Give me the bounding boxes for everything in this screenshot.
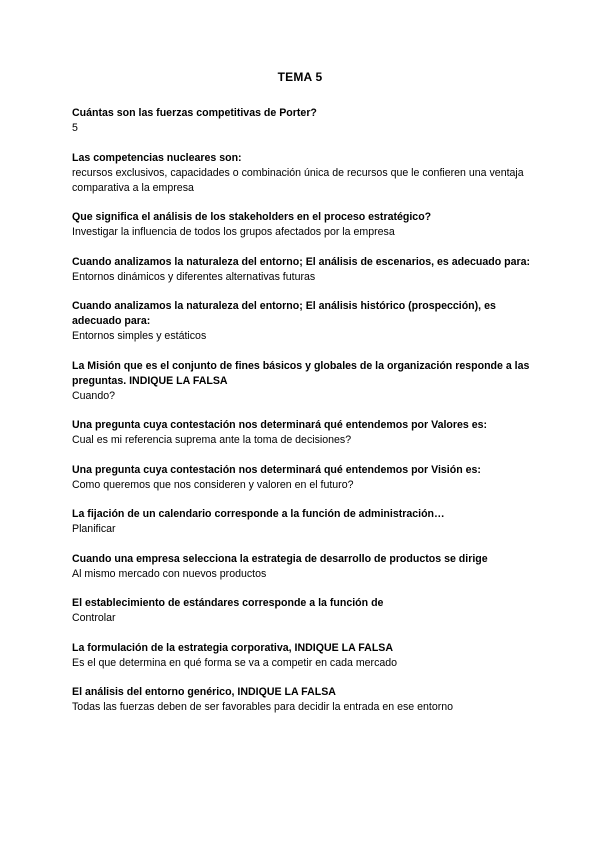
question-text: El establecimiento de estándares corresponde a la función de xyxy=(72,597,384,609)
qa-item xyxy=(72,685,532,715)
answer-text: recursos exclusivos, capacidades o combinación única de recursos que le confieren una ventaja comparativa a la empresa xyxy=(72,166,524,194)
answer-text: Es el que determina en qué forma se va a competir en cada mercado xyxy=(72,656,398,669)
question-text: Cuando analizamos la naturaleza del entorno; El análisis histórico (prospección), es adecuado para: xyxy=(72,300,496,327)
qa-item xyxy=(72,255,532,285)
question-text: Cuántas son las fuerzas competitivas de Porter? xyxy=(72,107,317,119)
qa-item xyxy=(72,210,532,240)
answer-text: Investigar la influencia de todos los grupos afectados por la empresa xyxy=(72,226,395,238)
question-text: El análisis del entorno genérico, INDIQUE LA FALSA xyxy=(72,686,336,698)
question-text: Las competencias nucleares son: xyxy=(72,151,242,164)
answer-text: Controlar xyxy=(72,612,116,624)
qa-item xyxy=(72,507,532,537)
answer-text: Todas las fuerzas deben de ser favorables para decidir la entrada en ese entorno xyxy=(72,701,454,713)
question-text: Una pregunta cuya contestación nos determinará qué entendemos por Valores es: xyxy=(72,419,488,431)
answer-text: Al mismo mercado con nuevos productos xyxy=(72,567,267,580)
question-text: Que significa el análisis de los stakeholders en el proceso estratégico? xyxy=(72,211,432,223)
qa-item xyxy=(72,151,532,196)
answer-text: Cual es mi referencia suprema ante la toma de decisiones? xyxy=(72,434,352,446)
question-answer-list xyxy=(72,106,532,730)
answer-text: Como queremos que nos consideren y valoren en el futuro? xyxy=(72,478,354,491)
question-text: La Misión que es el conjunto de fines básicos y globales de la organización responde a las preguntas. INDIQUE LA FALSA xyxy=(72,359,530,387)
qa-item xyxy=(72,106,532,136)
question-text: La formulación de la estrategia corporativa, INDIQUE LA FALSA xyxy=(72,641,394,654)
answer-text: Entornos dinámicos y diferentes alternativas futuras xyxy=(72,270,316,283)
qa-item xyxy=(72,641,532,671)
question-text: Cuando una empresa selecciona la estrategia de desarrollo de productos se dirige xyxy=(72,552,488,565)
qa-item xyxy=(72,299,532,344)
qa-item xyxy=(72,359,532,404)
qa-item xyxy=(72,418,532,448)
qa-item xyxy=(72,596,532,626)
question-text: La fijación de un calendario corresponde a la función de administración… xyxy=(72,508,445,520)
qa-item xyxy=(72,463,532,493)
question-text: Una pregunta cuya contestación nos determinará qué entendemos por Visión es: xyxy=(72,463,481,476)
page-title: TEMA 5 xyxy=(277,70,323,84)
answer-text: 5 xyxy=(72,122,78,134)
answer-text: Entornos simples y estáticos xyxy=(72,330,207,342)
answer-text: Cuando? xyxy=(72,389,116,402)
question-text: Cuando analizamos la naturaleza del entorno; El análisis de escenarios, es adecuado para: xyxy=(72,255,531,268)
qa-item xyxy=(72,552,532,582)
answer-text: Planificar xyxy=(72,523,116,535)
